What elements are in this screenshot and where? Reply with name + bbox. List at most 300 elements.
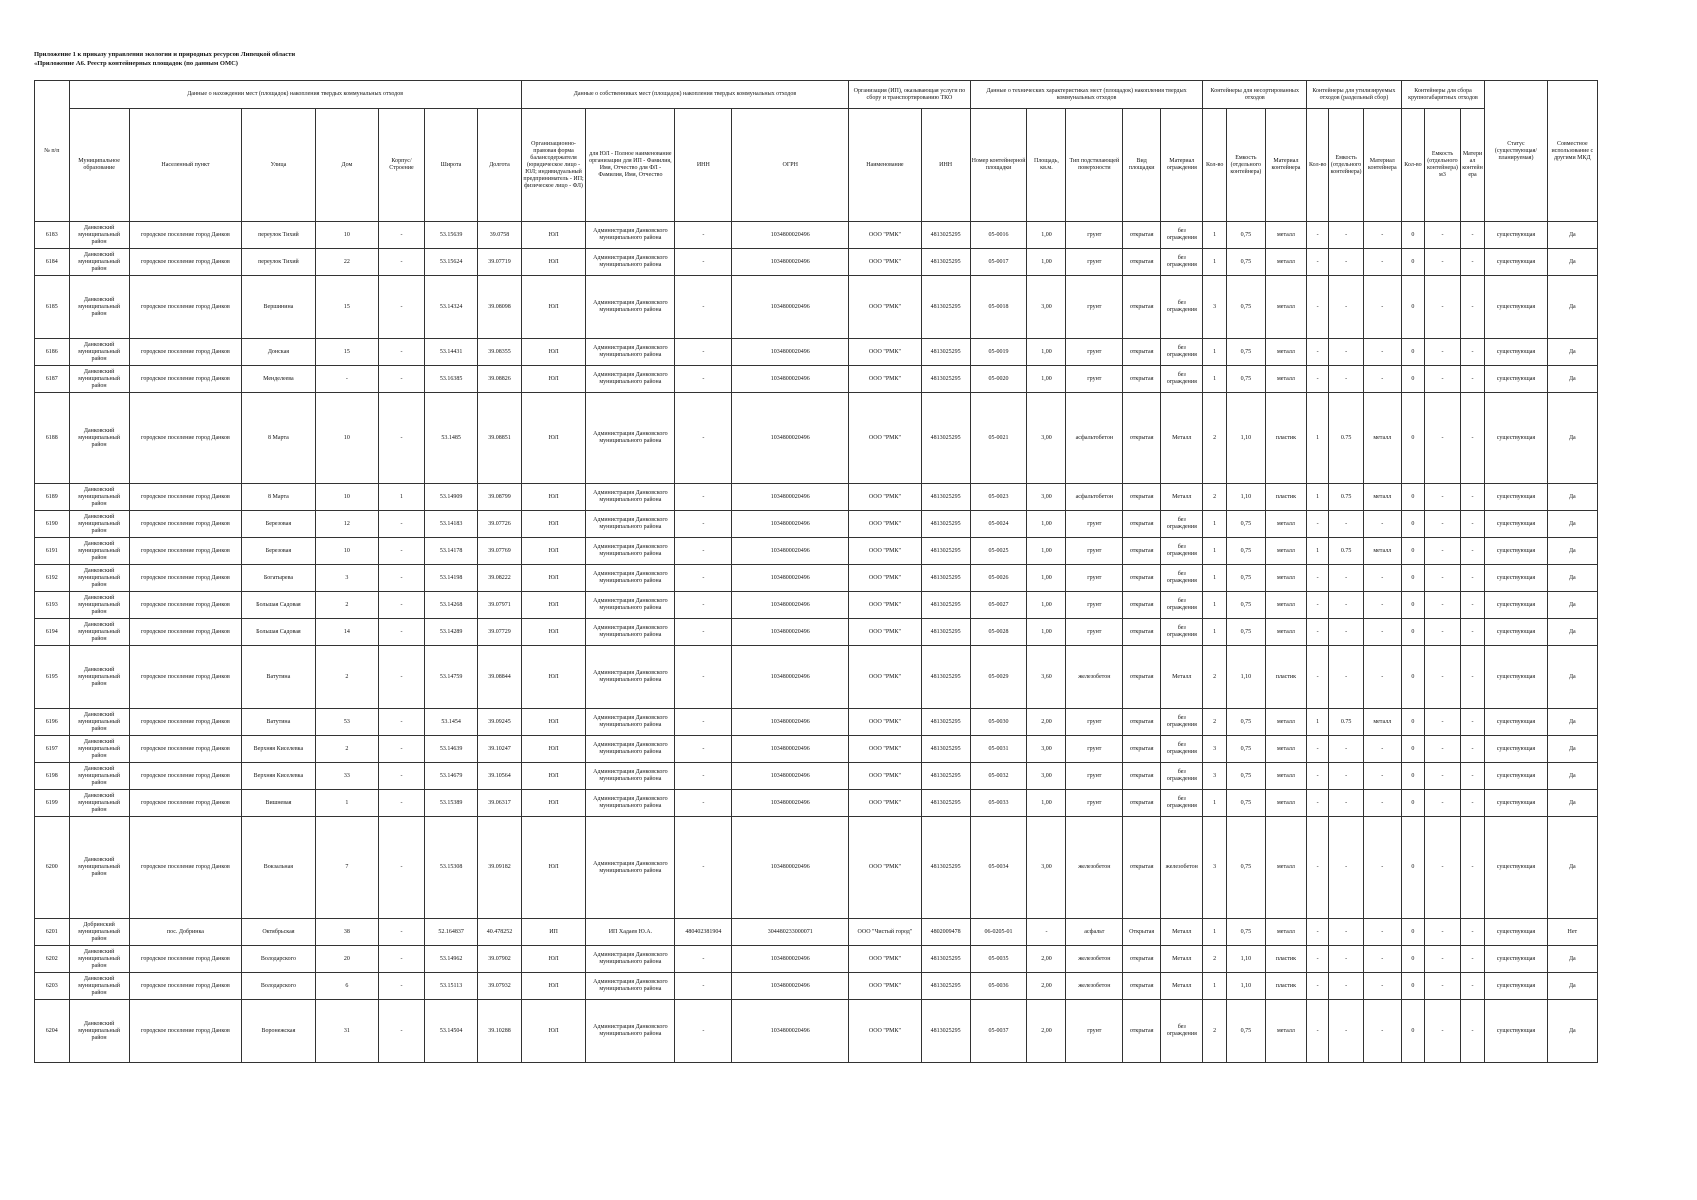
cell-street: Октябрьская: [242, 919, 316, 946]
cell-house: 31: [315, 1000, 378, 1063]
cell-settlement: пос. Добринка: [129, 919, 242, 946]
group-location: Данные о нахождении мест (площадок) накопления твердых коммунальных отходов: [69, 81, 521, 109]
cell-lat: 53.14759: [424, 646, 477, 709]
cell-building: -: [379, 946, 425, 973]
cell-shared: Да: [1547, 646, 1597, 709]
cell-lat: 53.14431: [424, 339, 477, 366]
cell-lon: 39.07902: [478, 946, 521, 973]
cell-bulky-capacity: -: [1425, 1000, 1461, 1063]
cell-bulky-capacity: -: [1425, 511, 1461, 538]
cell-fence: Металл: [1161, 973, 1203, 1000]
header-line-1: Приложение 1 к приказу управления экологии и природных ресурсов Липецкой области: [34, 51, 296, 58]
col-building: Корпус/Строение: [379, 109, 425, 222]
cell-bulky-capacity: -: [1425, 919, 1461, 946]
cell-legal-form: ЮЛ: [521, 393, 586, 484]
cell-fence: без ограждения: [1161, 790, 1203, 817]
cell-status: существующая: [1485, 249, 1547, 276]
cell-bulky-material: -: [1460, 619, 1485, 646]
cell-recycle-material: -: [1363, 790, 1401, 817]
cell-recycle-capacity: -: [1329, 222, 1364, 249]
cell-num: 6186: [35, 339, 70, 366]
cell-house: 15: [315, 276, 378, 339]
cell-legal-form: ЮЛ: [521, 484, 586, 511]
cell-area: 1,00: [1027, 538, 1066, 565]
cell-owner-name: Администрация Данковского муниципального района: [586, 393, 675, 484]
cell-fence: Металл: [1161, 946, 1203, 973]
table-row: [35, 646, 1598, 709]
cell-site-type: открытая: [1123, 538, 1161, 565]
cell-legal-form: ЮЛ: [521, 736, 586, 763]
cell-owner-ogrn: 1034800020496: [732, 817, 849, 919]
cell-owner-inn: -: [675, 763, 732, 790]
cell-recycle-material: -: [1363, 565, 1401, 592]
cell-recycle-qty: -: [1307, 946, 1329, 973]
cell-unsorted-material: пластик: [1265, 646, 1306, 709]
cell-status: существующая: [1485, 222, 1547, 249]
cell-owner-ogrn: 1034800020496: [732, 946, 849, 973]
cell-owner-ogrn: 1034800020496: [732, 249, 849, 276]
cell-fence: без ограждения: [1161, 592, 1203, 619]
cell-unsorted-material: металл: [1265, 790, 1306, 817]
cell-status: существующая: [1485, 276, 1547, 339]
col-municipal: Муниципальное образование: [69, 109, 129, 222]
cell-bulky-capacity: -: [1425, 366, 1461, 393]
cell-area: 2,00: [1027, 946, 1066, 973]
cell-bulky-capacity: -: [1425, 646, 1461, 709]
cell-surface: железобетон: [1066, 946, 1123, 973]
cell-street: Вишневая: [242, 790, 316, 817]
cell-area: 3,00: [1027, 763, 1066, 790]
cell-municipal: Данковский муниципальный район: [69, 249, 129, 276]
cell-unsorted-qty: 1: [1203, 511, 1226, 538]
cell-street: переулок Тихий: [242, 249, 316, 276]
cell-house: 53: [315, 709, 378, 736]
cell-recycle-capacity: -: [1329, 1000, 1364, 1063]
cell-owner-inn: -: [675, 538, 732, 565]
cell-fence: Металл: [1161, 484, 1203, 511]
cell-bulky-qty: 0: [1401, 1000, 1424, 1063]
cell-operator-name: ООО "РМК": [849, 366, 921, 393]
cell-fence: без ограждения: [1161, 736, 1203, 763]
cell-status: существующая: [1485, 511, 1547, 538]
cell-recycle-capacity: -: [1329, 592, 1364, 619]
cell-owner-name: Администрация Данковского муниципального района: [586, 484, 675, 511]
cell-lat: 53.14679: [424, 763, 477, 790]
cell-legal-form: ЮЛ: [521, 619, 586, 646]
cell-bulky-qty: 0: [1401, 538, 1424, 565]
cell-site-type: открытая: [1123, 619, 1161, 646]
cell-recycle-qty: -: [1307, 249, 1329, 276]
cell-num: 6188: [35, 393, 70, 484]
cell-surface: грунт: [1066, 790, 1123, 817]
cell-site-type: открытая: [1123, 276, 1161, 339]
cell-site-type: открытая: [1123, 393, 1161, 484]
cell-status: существующая: [1485, 1000, 1547, 1063]
cell-fence: железобетон: [1161, 817, 1203, 919]
cell-recycle-material: -: [1363, 276, 1401, 339]
cell-bulky-material: -: [1460, 222, 1485, 249]
cell-operator-name: ООО "РМК": [849, 817, 921, 919]
cell-owner-ogrn: 1034800020496: [732, 276, 849, 339]
cell-operator-name: ООО "РМК": [849, 709, 921, 736]
cell-bulky-capacity: -: [1425, 736, 1461, 763]
cell-operator-name: ООО "РМК": [849, 592, 921, 619]
cell-area: 3,00: [1027, 817, 1066, 919]
cell-area: 3,00: [1027, 276, 1066, 339]
cell-shared: Да: [1547, 619, 1597, 646]
table-row: [35, 276, 1598, 339]
cell-shared: Да: [1547, 538, 1597, 565]
cell-bulky-qty: 0: [1401, 592, 1424, 619]
cell-street: переулок Тихий: [242, 222, 316, 249]
cell-bulky-qty: 0: [1401, 763, 1424, 790]
cell-unsorted-material: металл: [1265, 1000, 1306, 1063]
cell-building: -: [379, 339, 425, 366]
cell-building: -: [379, 790, 425, 817]
cell-house: 2: [315, 646, 378, 709]
cell-bulky-qty: 0: [1401, 646, 1424, 709]
cell-street: Воронежская: [242, 1000, 316, 1063]
cell-area: 1,00: [1027, 565, 1066, 592]
cell-building: -: [379, 538, 425, 565]
cell-street: Менделеева: [242, 366, 316, 393]
table-row: [35, 484, 1598, 511]
cell-building: -: [379, 919, 425, 946]
cell-owner-name: Администрация Данковского муниципального района: [586, 511, 675, 538]
cell-building: -: [379, 565, 425, 592]
cell-area: 2,00: [1027, 1000, 1066, 1063]
cell-building: -: [379, 592, 425, 619]
cell-house: 6: [315, 973, 378, 1000]
cell-fence: без ограждения: [1161, 511, 1203, 538]
cell-owner-ogrn: 1034800020496: [732, 222, 849, 249]
col-recycle-capacity: Емкость (отдельного контейнера): [1329, 109, 1364, 222]
cell-unsorted-capacity: 0,75: [1226, 565, 1265, 592]
col-lat: Широта: [424, 109, 477, 222]
cell-operator-name: ООО "РМК": [849, 736, 921, 763]
cell-site-number: 05-0020: [970, 366, 1027, 393]
cell-operator-inn: 4802009478: [921, 919, 970, 946]
cell-house: 15: [315, 339, 378, 366]
cell-owner-name: Администрация Данковского муниципального района: [586, 646, 675, 709]
cell-unsorted-qty: 2: [1203, 1000, 1226, 1063]
cell-recycle-capacity: -: [1329, 366, 1364, 393]
cell-operator-inn: 4813025295: [921, 619, 970, 646]
cell-owner-name: ИП Хадаев Ю.А.: [586, 919, 675, 946]
cell-site-type: открытая: [1123, 709, 1161, 736]
cell-bulky-qty: 0: [1401, 366, 1424, 393]
cell-site-type: открытая: [1123, 511, 1161, 538]
cell-status: существующая: [1485, 538, 1547, 565]
col-unsorted-capacity: Емкость (отдельного контейнера): [1226, 109, 1265, 222]
cell-unsorted-qty: 1: [1203, 366, 1226, 393]
cell-surface: асфальтобетон: [1066, 393, 1123, 484]
cell-lat: 53.14268: [424, 592, 477, 619]
cell-house: 14: [315, 619, 378, 646]
cell-house: 12: [315, 511, 378, 538]
cell-num: 6190: [35, 511, 70, 538]
cell-lon: 39.08826: [478, 366, 521, 393]
cell-operator-inn: 4813025295: [921, 709, 970, 736]
cell-status: существующая: [1485, 592, 1547, 619]
cell-site-type: открытая: [1123, 339, 1161, 366]
cell-unsorted-qty: 2: [1203, 484, 1226, 511]
cell-legal-form: ЮЛ: [521, 946, 586, 973]
cell-unsorted-material: металл: [1265, 339, 1306, 366]
cell-unsorted-capacity: 0,75: [1226, 919, 1265, 946]
cell-operator-inn: 4813025295: [921, 276, 970, 339]
cell-num: 6189: [35, 484, 70, 511]
cell-bulky-material: -: [1460, 790, 1485, 817]
cell-owner-name: Администрация Данковского муниципального района: [586, 222, 675, 249]
cell-recycle-qty: -: [1307, 736, 1329, 763]
cell-bulky-capacity: -: [1425, 222, 1461, 249]
cell-owner-inn: -: [675, 276, 732, 339]
cell-lat: 53.15308: [424, 817, 477, 919]
table-row: [35, 1000, 1598, 1063]
cell-owner-inn: -: [675, 592, 732, 619]
table-row: [35, 393, 1598, 484]
cell-house: 10: [315, 538, 378, 565]
cell-lon: 39.09182: [478, 817, 521, 919]
cell-recycle-qty: -: [1307, 565, 1329, 592]
cell-settlement: городское поселение город Данков: [129, 736, 242, 763]
cell-fence: без ограждения: [1161, 538, 1203, 565]
cell-recycle-qty: -: [1307, 511, 1329, 538]
cell-bulky-material: -: [1460, 946, 1485, 973]
cell-recycle-material: -: [1363, 1000, 1401, 1063]
cell-recycle-capacity: -: [1329, 973, 1364, 1000]
cell-lat: 53.1454: [424, 709, 477, 736]
cell-num: 6196: [35, 709, 70, 736]
cell-unsorted-material: металл: [1265, 538, 1306, 565]
col-unsorted-qty: Кол-во: [1203, 109, 1226, 222]
cell-bulky-qty: 0: [1401, 276, 1424, 339]
cell-lon: 40.478252: [478, 919, 521, 946]
cell-owner-ogrn: 1034800020496: [732, 393, 849, 484]
cell-legal-form: ЮЛ: [521, 592, 586, 619]
cell-unsorted-material: металл: [1265, 511, 1306, 538]
cell-shared: Да: [1547, 736, 1597, 763]
cell-recycle-qty: -: [1307, 592, 1329, 619]
cell-lon: 39.08799: [478, 484, 521, 511]
cell-surface: грунт: [1066, 709, 1123, 736]
cell-owner-ogrn: 1034800020496: [732, 1000, 849, 1063]
cell-recycle-material: металл: [1363, 393, 1401, 484]
cell-owner-inn: -: [675, 222, 732, 249]
cell-bulky-qty: 0: [1401, 339, 1424, 366]
cell-area: 1,00: [1027, 339, 1066, 366]
col-owner-ogrn: ОГРН: [732, 109, 849, 222]
cell-bulky-material: -: [1460, 276, 1485, 339]
cell-shared: Да: [1547, 484, 1597, 511]
cell-bulky-qty: 0: [1401, 249, 1424, 276]
cell-unsorted-material: металл: [1265, 919, 1306, 946]
cell-municipal: Данковский муниципальный район: [69, 565, 129, 592]
cell-building: -: [379, 276, 425, 339]
cell-settlement: городское поселение город Данков: [129, 1000, 242, 1063]
cell-recycle-capacity: -: [1329, 946, 1364, 973]
cell-fence: без ограждения: [1161, 1000, 1203, 1063]
cell-unsorted-qty: 1: [1203, 339, 1226, 366]
cell-lat: 53.1485: [424, 393, 477, 484]
cell-operator-name: ООО "РМК": [849, 276, 921, 339]
cell-house: 10: [315, 393, 378, 484]
cell-num: 6185: [35, 276, 70, 339]
cell-owner-name: Администрация Данковского муниципального района: [586, 249, 675, 276]
cell-recycle-material: -: [1363, 817, 1401, 919]
cell-bulky-qty: 0: [1401, 709, 1424, 736]
cell-street: Ватутина: [242, 646, 316, 709]
cell-site-number: 05-0023: [970, 484, 1027, 511]
cell-house: 2: [315, 592, 378, 619]
cell-bulky-material: -: [1460, 511, 1485, 538]
cell-legal-form: ЮЛ: [521, 565, 586, 592]
group-unsorted: Контейнеры для несортированных отходов: [1203, 81, 1307, 109]
cell-bulky-qty: 0: [1401, 565, 1424, 592]
cell-owner-name: Администрация Данковского муниципального района: [586, 946, 675, 973]
cell-owner-inn: -: [675, 366, 732, 393]
cell-street: Березовая: [242, 511, 316, 538]
cell-street: Большая Садовая: [242, 619, 316, 646]
cell-owner-name: Администрация Данковского муниципального района: [586, 790, 675, 817]
cell-lat: 53.14198: [424, 565, 477, 592]
cell-site-type: открытая: [1123, 222, 1161, 249]
cell-surface: грунт: [1066, 619, 1123, 646]
cell-owner-ogrn: 1034800020496: [732, 790, 849, 817]
cell-unsorted-capacity: 0,75: [1226, 538, 1265, 565]
cell-owner-name: Администрация Данковского муниципального района: [586, 1000, 675, 1063]
cell-recycle-material: -: [1363, 763, 1401, 790]
cell-bulky-material: -: [1460, 592, 1485, 619]
cell-building: -: [379, 366, 425, 393]
cell-bulky-capacity: -: [1425, 973, 1461, 1000]
cell-site-number: 05-0025: [970, 538, 1027, 565]
cell-surface: асфальт: [1066, 919, 1123, 946]
table-row: [35, 946, 1598, 973]
cell-area: 3,60: [1027, 646, 1066, 709]
cell-owner-inn: -: [675, 817, 732, 919]
cell-bulky-capacity: -: [1425, 339, 1461, 366]
cell-unsorted-qty: 1: [1203, 538, 1226, 565]
cell-operator-name: ООО "РМК": [849, 538, 921, 565]
cell-site-number: 05-0036: [970, 973, 1027, 1000]
cell-recycle-qty: -: [1307, 790, 1329, 817]
group-bulky: Контейнеры для сбора крупногабаритных отходов: [1401, 81, 1485, 109]
cell-lon: 39.07719: [478, 249, 521, 276]
cell-site-number: 05-0034: [970, 817, 1027, 919]
cell-legal-form: ЮЛ: [521, 817, 586, 919]
cell-unsorted-material: пластик: [1265, 393, 1306, 484]
cell-num: 6197: [35, 736, 70, 763]
cell-unsorted-qty: 1: [1203, 222, 1226, 249]
cell-status: существующая: [1485, 484, 1547, 511]
cell-status: существующая: [1485, 709, 1547, 736]
cell-owner-ogrn: 1034800020496: [732, 339, 849, 366]
cell-municipal: Данковский муниципальный район: [69, 222, 129, 249]
cell-recycle-qty: -: [1307, 763, 1329, 790]
cell-site-type: открытая: [1123, 366, 1161, 393]
cell-unsorted-material: металл: [1265, 565, 1306, 592]
cell-unsorted-material: пластик: [1265, 973, 1306, 1000]
cell-site-number: 05-0027: [970, 592, 1027, 619]
cell-recycle-capacity: -: [1329, 565, 1364, 592]
cell-street: Володарского: [242, 946, 316, 973]
cell-operator-inn: 4813025295: [921, 973, 970, 1000]
cell-unsorted-material: металл: [1265, 222, 1306, 249]
cell-fence: Металл: [1161, 646, 1203, 709]
col-site-type: Вид площадки: [1123, 109, 1161, 222]
cell-site-number: 05-0024: [970, 511, 1027, 538]
table-row: [35, 763, 1598, 790]
cell-recycle-material: -: [1363, 946, 1401, 973]
cell-fence: без ограждения: [1161, 619, 1203, 646]
cell-unsorted-qty: 1: [1203, 565, 1226, 592]
cell-shared: Да: [1547, 393, 1597, 484]
cell-unsorted-qty: 3: [1203, 276, 1226, 339]
cell-building: -: [379, 619, 425, 646]
table-row: [35, 619, 1598, 646]
cell-operator-inn: 4813025295: [921, 946, 970, 973]
cell-owner-inn: -: [675, 946, 732, 973]
cell-lon: 39.08222: [478, 565, 521, 592]
cell-fence: без ограждения: [1161, 763, 1203, 790]
cell-owner-inn: -: [675, 484, 732, 511]
cell-owner-ogrn: 1034800020496: [732, 538, 849, 565]
cell-site-type: открытая: [1123, 484, 1161, 511]
cell-fence: Металл: [1161, 919, 1203, 946]
cell-lon: 39.07932: [478, 973, 521, 1000]
cell-owner-inn: -: [675, 565, 732, 592]
table-row: [35, 709, 1598, 736]
cell-recycle-qty: -: [1307, 222, 1329, 249]
cell-operator-name: ООО "РМК": [849, 619, 921, 646]
cell-owner-inn: -: [675, 736, 732, 763]
cell-recycle-capacity: -: [1329, 763, 1364, 790]
cell-building: -: [379, 646, 425, 709]
cell-lat: 53.14324: [424, 276, 477, 339]
cell-bulky-capacity: -: [1425, 946, 1461, 973]
col-site-number: Номер контейнерной площадки: [970, 109, 1027, 222]
cell-lat: 53.15624: [424, 249, 477, 276]
cell-unsorted-qty: 1: [1203, 973, 1226, 1000]
cell-operator-name: ООО "РМК": [849, 393, 921, 484]
cell-operator-inn: 4813025295: [921, 646, 970, 709]
cell-site-number: 05-0019: [970, 339, 1027, 366]
cell-status: существующая: [1485, 817, 1547, 919]
cell-operator-name: ООО "РМК": [849, 511, 921, 538]
cell-house: 10: [315, 222, 378, 249]
cell-operator-inn: 4813025295: [921, 565, 970, 592]
cell-owner-name: Администрация Данковского муниципального района: [586, 817, 675, 919]
cell-municipal: Данковский муниципальный район: [69, 592, 129, 619]
cell-owner-inn: -: [675, 646, 732, 709]
col-num: № п/п: [35, 81, 70, 222]
cell-bulky-capacity: -: [1425, 538, 1461, 565]
cell-shared: Да: [1547, 366, 1597, 393]
cell-unsorted-qty: 1: [1203, 619, 1226, 646]
cell-owner-name: Администрация Данковского муниципального района: [586, 366, 675, 393]
table-row: [35, 366, 1598, 393]
cell-street: Володарского: [242, 973, 316, 1000]
cell-unsorted-material: металл: [1265, 736, 1306, 763]
cell-owner-ogrn: 1034800020496: [732, 565, 849, 592]
cell-unsorted-material: пластик: [1265, 946, 1306, 973]
cell-lat: 53.14639: [424, 736, 477, 763]
cell-recycle-qty: 1: [1307, 393, 1329, 484]
cell-fence: без ограждения: [1161, 366, 1203, 393]
cell-unsorted-capacity: 0,75: [1226, 736, 1265, 763]
